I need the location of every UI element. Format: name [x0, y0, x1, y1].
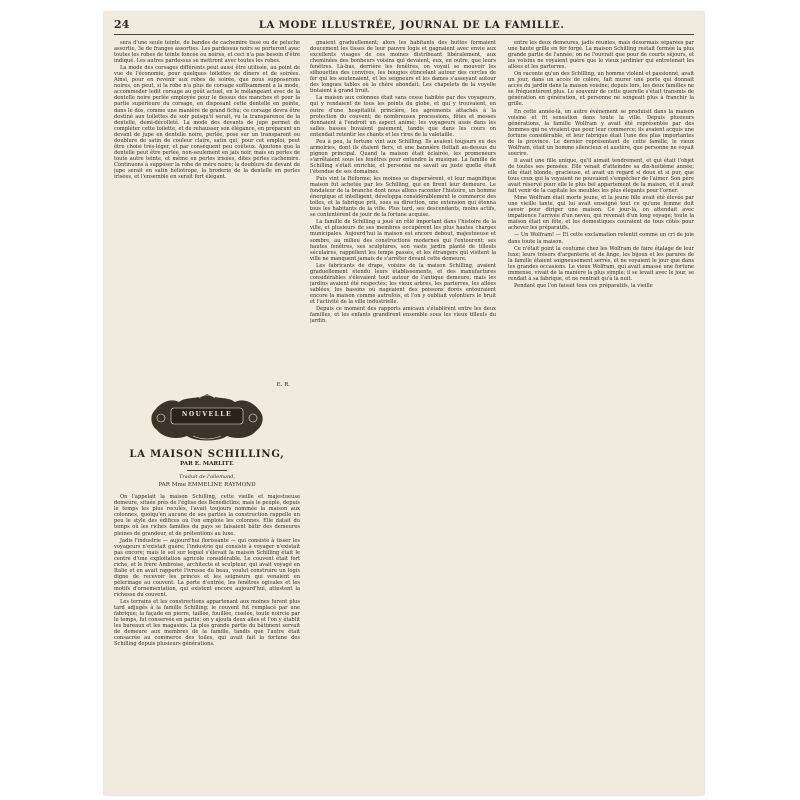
paragraph: Peu à peu, la fortune vint aux Schilling. Ils avaient toujours eu des armoiries, dont ils étaient fiers, et une bannière flottait au-dessus du pignon principal. Quand la maison était éclairée, les promeneurs s'arrêtaient sous les fenêtres pour entendre la musique. La famille de Schilling s'était enrichie, et personne ne savait au juste quelle était l'étendue de ses domaines.	[310, 138, 496, 175]
page-number: 24	[114, 18, 130, 31]
paragraph: Les fabricants de draps, voisins de la maison Schilling, avaient graduellement étendu leurs établissements, et des manufactures considérables s'élevaient tout autour de l'antique demeure; mais les jardins avaient été respectés; les vieux arbres, les parterres, les allées sablées, les bassins où nageaient des poissons dorés entouraient encore la maison comme autrefois, et l'on y oubliait volontiers le bruit et l'activité de la ville industrielle.	[310, 262, 496, 305]
paragraph: La maison aux colonnes était sans cesse habitée par des voyageurs, qui y rendaient de tous les points du globe, et qui y trouvaient, en outre d'une hospitalité princière, les agréments attachés à la protection du couvent; de nombreuses processions, fêtes et messes donnaient à l'endroit un aspect animé; les voyageurs assis dans les salles basses buvaient gaiement, tandis que dans les cours on entendait retentir les chants et les rires de la valetaille.	[310, 95, 496, 138]
paragraph: Jadis l'industrie — aujourd'hui florissante — qui consiste à tisser les voyageurs n'existait guère; l'industrie qui consiste à voyager n'existait pas encore; mais le sol sur lequel s'élevait la maison Schilling était le centre d'une exploitation agricole considérable. Le couvent était fort riche, et le frère Ambroise, architecte et sculpteur, qui avait voyagé en Italie et en avait rapporté l'ivresse du beau, voulut construire un logis digne de recevoir les princes et les seigneurs qui venaient en pèlerinage au couvent. La porte d'entrée, les fenêtres ogivales et les motifs d'ornementation, qui existent encore aujourd'hui, attestent la richesse du couvent.	[114, 537, 300, 598]
paragraph: La mode des corsages différents peut aussi être utilisée, au point de vue de l'économie, pour quelques toilettes de dîners et de soirées. Ainsi, pour en revenir aux robes de soirée, que nous supposerons noires, on peut, si la robe n'a plus de corsage suffisamment à la mode, accommoder ledit corsage au goût actuel, en le mélangeant avec de la dentelle noire perlée employée pour le dessus des manches et pour la partie supérieure du corsage, en disposant cette dentelle en pointe, dans le dos, comme une manière de grand fichu; ce corsage devra être destiné aux toilettes du soir puisqu'il serait, vu la transparence de la dentelle, demi-décolleté. La mode des devants de jupe permet de compléter cette toilette, et de rehausser son élégance, en préparant un devant de jupe en dentelle noire, perlée, posé sur un transparent ou doublure de satin de couleur claire, satin qui, pour cet emploi, peut être choisi très-léger, et par conséquent peu coûteux. Ajoutons que la dentelle peut être perlée, non-seulement en jais noir, mais en perles de toute autre teinte, et même en perles irisées, dites perles cachemire. Continuons à supposer la robe de mère noire; la doublure du devant de jupe serait en satin héliotrope, la broderie de la dentelle en perles irisées, et l'ensemble en serait fort élégant.	[114, 65, 300, 181]
title-divider	[187, 470, 227, 471]
column-3	[508, 40, 694, 785]
newspaper-page	[104, 12, 704, 795]
paragraph: Les terrains et les constructions appartenant aux moines furent plus tard adjugés à la famille Schilling; le couvent fut remplacé par une fabrique; la façade en pierre, taillée, fouillée, ciselée, toute noircie par le temps, fut conservée en partie; on y ajouta deux ailes et l'on y établit les bureaux et les magasins. La plus grande partie du bâtiment servait de demeure aux membres de la famille, tandis que l'autre était consacrée au commerce des toiles, qui avait fait la fortune des Schilling depuis plusieurs générations.	[114, 599, 300, 648]
column-2	[310, 40, 496, 785]
paragraph: Mme Wolfram était morte jeune, et la jeune fille avait été élevée par une vieille tante, qui lui avait enseigné tout ce qu'une femme doit savoir pour diriger une maison. Ce jour-là, on attendait avec impatience l'arrivée d'un neveu, qui revenait d'un long voyage; toute la maison était en fête, et les domestiques couraient de tous côtés pour achever les préparatifs.	[508, 195, 694, 232]
column-1	[114, 40, 300, 785]
journal-title: LA MODE ILLUSTRÉE, JOURNAL DE LA FAMILLE.	[258, 20, 565, 31]
paragraph: — Un Wolfram! — Et cette exclamation retentit comme un cri de joie dans toute la maison.	[508, 232, 694, 245]
paragraph: Ce n'était point la coutume chez les Wolfram de faire étalage de leur luxe; leurs trésors d'argenterie et de linge, les bijoux et les parures de la famille étaient soigneusement serrés, et ne voyaient le jour que dans les grandes occasions. Le vieux Wolfram, qui avait amassé une fortune immense, vivait de la manière la plus simple; il se levait avec le jour, se rendait à sa fabrique, et ne rentrait qu'à la nuit.	[508, 245, 694, 282]
paragraph: sera d'une seule teinte, de bandes de cachemire tissé ou de peluche assortie, 3e de franges assorties. Les pardessus noirs se porteront avec toutes les robes de teinte foncée ou noires, et ceci n'a pas besoin d'être indiqué. Les autres pardessus se mettront avec toutes les robes.	[114, 40, 300, 65]
running-header	[114, 18, 694, 35]
paragraph: On raconte qu'un des Schilling, un homme violent et passionné, avait un jour, dans un accès de colère, fait murer une porte qui donnait accès du jardin dans la maison voisine; depuis lors, les deux familles ne se fréquentèrent plus. Le souvenir de cette querelle s'était transmis de génération en génération, et personne ne songeait plus à franchir la grille.	[508, 71, 694, 108]
translation-note: Traduit de l'allemand,	[179, 474, 235, 481]
story-text-start	[114, 494, 300, 785]
paragraph: La famille de Schilling a joué un rôle important dans l'histoire de la ville, et plusieurs de ses membres occupèrent les plus hautes charges municipales. Aujourd'hui la maison est encore debout, majestueuse et sombre, au milieu des constructions modernes qui l'entourent; ses hautes fenêtres, ses sculptures, son vaste jardin planté de tilleuls séculaires, rappellent les temps passés, et les étrangers qui visitent la ville ne manquent jamais de s'arrêter devant cette demeure.	[310, 219, 496, 262]
paragraph: gnaient graduellement; alors les habitants des huttes formaient doucement les tisses de leur pauvre logis et gagnaient avec envie aux excellents visages de ces moines distribuant libéralement, aux cheminées des bonheurs voisins qui devaient, eux, en outre, que leurs fenêtres. Là-bas, derrière les fenêtres, on voyait se mouvoir les silhouettes des convives, les bougies étincelant autour des cercles de fer qui les soutenaient, et les seigneurs et les dames s'asseyant autour des longues tables où la chère abondait. Les chapelets de la voyelle tintaient à grand bruit.	[310, 40, 496, 95]
paragraph: Pendant que l'on faisait tous ces préparatifs, la vieille	[514, 282, 653, 289]
paragraph: Il avait une fille unique, qu'il aimait tendrement, et qui était l'objet de toutes ses pensées. Elle venait d'atteindre sa dix-huitième année; elle était blonde, gracieuse, et avait un regard si doux et si pur, que tous ceux qui la voyaient ne pouvaient s'empêcher de l'aimer. Son père avait réservé pour elle le plus bel appartement de la maison, et il avait fait venir de la capitale les meubles les plus élégants pour l'orner.	[508, 157, 694, 195]
story-title: LA MAISON SCHILLING,	[129, 449, 285, 461]
vignette-label: NOUVELLE	[181, 411, 233, 419]
nouvelle-vignette	[147, 392, 267, 444]
paragraph: On l'appelait la maison Schilling, cette vieille et majestueuse demeure, située près de l'église des Bénédictins; mais le peuple, depuis le temps les plus reculés, l'avait toujours nommée la maison aux colonnes, quoiqu'en aucune de ses parties la construction rappelle un peu le style des édifices où l'on emploie les colonnes. Elle datait du temps où les riches familles du pays se faisaient bâtir des demeures pleines de grandeur, et de prétentions au luxe.	[114, 494, 300, 537]
fashion-article-text	[114, 40, 300, 380]
story-author: PAR E. MARLITT.	[180, 461, 234, 468]
paragraph: En cette année-là, un autre événement se produisit dans la maison voisine et fit sensation dans toute la ville. Depuis plusieurs générations, la famille Wolfram y avait été représentée par des hommes qui ne vivaient que pour leur commerce; ils avaient acquis une fortune considérable, et leur fabrique était l'une des plus importantes de la province. Le dernier représentant de cette famille, le vieux Wolfram, était un homme silencieux et austère, que personne ne voyait sourire.	[508, 108, 694, 157]
paragraph: entre les deux demeures, jadis réunies, mais désormais séparées par une haute grille en fer forgé. La maison Schilling restait fermée la plus grande partie de l'année; on ne l'ouvrait que pour de courts séjours, et les voisins ne voyaient guère que le vieux jardinier qui entretenait les allées et les parterres.	[508, 40, 694, 71]
paragraph: Puis vint la Réforme; les moines se dispersèrent, et leur magnifique maison fut achetée par les Schilling, qui en firent leur demeure. Le fondateur de la branche dont nous allons raconter l'histoire, un homme énergique et intelligent, développa considérablement le commerce des toiles, et la fabrique prit, sous sa direction, une extension qui étonna tous les habitants de la ville. Plus tard, ses descendants, moins actifs, se contentèrent de jouir de la fortune acquise.	[310, 176, 496, 219]
paragraph: Depuis ce moment des rapports amicaux s'établirent entre les deux familles, et les enfants grandirent ensemble sous les vieux tilleuls du jardin.	[310, 306, 496, 325]
story-translator: PAR Mme EMMELINE RAYMOND	[158, 482, 256, 489]
article-signature: E. R.	[276, 382, 290, 388]
